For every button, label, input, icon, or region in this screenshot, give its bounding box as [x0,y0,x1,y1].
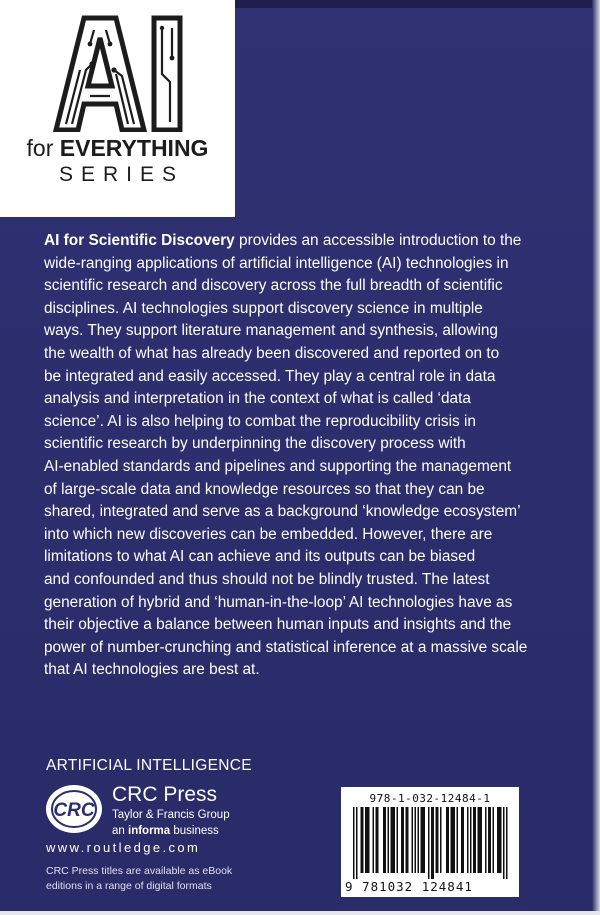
barcode-bar [362,807,364,873]
description-line-1-text: provides an accessible introduction to the [234,232,522,249]
description-line: the wealth of what has already been discovered and reported on to [44,344,500,362]
barcode-bar [415,807,417,873]
barcode-bar [407,807,409,873]
barcode-bar [452,807,454,873]
informa-brand: informa [128,825,171,837]
barcode-bar [485,807,487,873]
series-subtitle: SERIES [58,163,185,186]
barcode-bar [440,807,442,873]
cover-right-edge [592,0,600,915]
barcode-bar [451,807,453,873]
barcode-bar [478,807,480,873]
barcode-bar [457,807,459,873]
description-line: into which new discoveries can be embedded. However, there are [44,525,493,543]
barcode-bar [391,807,393,873]
barcode-bar [365,807,367,873]
ai-series-logo [50,14,186,132]
barcode-bar [356,807,358,879]
informa-prefix: an [112,825,128,837]
barcode-bar [473,807,475,873]
description-line: of large-scale data and knowledge resources so that they can be [44,480,485,498]
description-line: their objective a balance between human inputs and insights and the [44,616,512,634]
barcode-bar [422,807,424,873]
publisher-name: CRC Press [112,783,218,806]
description-line: that AI technologies are best at. [44,661,260,679]
barcode-bar [361,807,363,873]
description-line: wide-ranging applications of artificial intelligence (AI) technologies in [44,254,509,272]
barcode-bar [388,807,390,873]
cover-bottom-edge [0,911,600,915]
isbn-barcode [341,787,519,897]
crc-logo-text: CRC [53,800,95,821]
barcode-bar [500,807,502,873]
barcode-bar [428,807,430,879]
isbn-number: 978-1-032-12484-1 [369,792,491,805]
description-line: scientific research and discovery across the full breadth of scientific [44,277,503,295]
barcode-bar [397,807,399,873]
barcode-bar [421,807,423,873]
barcode-bar [383,807,385,873]
subject-category: ARTIFICIAL INTELLIGENCE [46,757,252,774]
description-line: be integrated and easily accessed. They play a central role in data [44,367,496,385]
barcode-bar [470,807,472,873]
publisher-block [112,783,230,839]
description-line-1 [44,230,550,253]
barcode-bar [376,807,378,873]
barcode-bar [412,807,414,873]
barcode-bar [475,807,477,873]
barcode-bar [454,807,456,873]
barcode-bar [433,807,435,879]
barcode-bar [463,807,465,873]
description-line: shared, integrated and serve as a background ‘knowledge ecosystem’ [44,503,521,521]
description-line: limitations to what AI can achieve and its outputs can be biased [44,548,476,566]
barcode-bar [467,807,469,873]
barcode-bar [490,807,492,873]
barcode-bar [481,807,483,873]
book-description [44,230,550,682]
barcode-bar [497,807,499,873]
barcode-bars [353,807,511,879]
barcode-bar [392,807,394,873]
series-everything-label: EVERYTHING [59,135,209,161]
barcode-bar [373,807,375,873]
series-for-label: for [26,135,54,161]
barcode-bar [418,807,420,873]
informa-suffix: business [170,825,219,837]
barcode-bar [385,807,387,873]
description-line: and confounded and thus should not be blindly trusted. The latest [44,570,490,588]
barcode-bar [406,807,408,873]
barcode-bar [448,807,450,873]
barcode-bar [394,807,396,873]
description-line: AI-enabled standards and pipelines and supporting the management [44,457,512,475]
barcode-bar [488,807,490,873]
barcode-bar [403,807,405,873]
description-line: analysis and interpretation in the context of what is called ‘data [44,390,471,408]
book-title: AI for Scientific Discovery [44,232,235,249]
barcode-bar [368,807,370,873]
barcode-bar [461,807,463,873]
barcode-bar [446,807,448,873]
barcode-bar [353,807,355,879]
description-line: power of number-crunching and statistical inference at a massive scale [44,638,528,656]
description-line: science’. AI is also helping to combat the reproducibility crisis in [44,412,476,430]
barcode-bar [493,807,495,873]
barcode-bar [377,807,379,873]
barcode-bar [436,807,438,873]
description-line: ways. They support literature management and synthesis, allowing [44,322,498,340]
description-line: disciplines. AI technologies support discovery science in multiple [44,299,483,317]
barcode-bar [506,807,508,879]
barcode-bar [479,807,481,873]
barcode-bar [424,807,426,873]
crc-press-logo [44,783,104,835]
description-line: scientific research by underpinning the discovery process with [44,435,466,453]
publisher-group: Taylor & Francis Group [112,809,230,821]
barcode-bar [437,807,439,873]
series-title [0,135,235,162]
barcode-bar [401,807,403,873]
barcode-bar [367,807,369,873]
barcode-digits: 9 781032 124841 [345,879,473,894]
barcode-bar [503,807,505,879]
publisher-website: www.routledge.com [46,840,201,855]
description-line: generation of hybrid and ‘human-in-the-loop’ AI technologies have as [44,593,513,611]
ebook-availability-note: CRC Press titles are available as eBook editions in a range of digital formats [46,865,233,892]
informa-line [112,823,230,839]
series-logo-box [0,0,235,217]
barcode-bar [499,807,501,873]
barcode-bar [431,807,433,879]
